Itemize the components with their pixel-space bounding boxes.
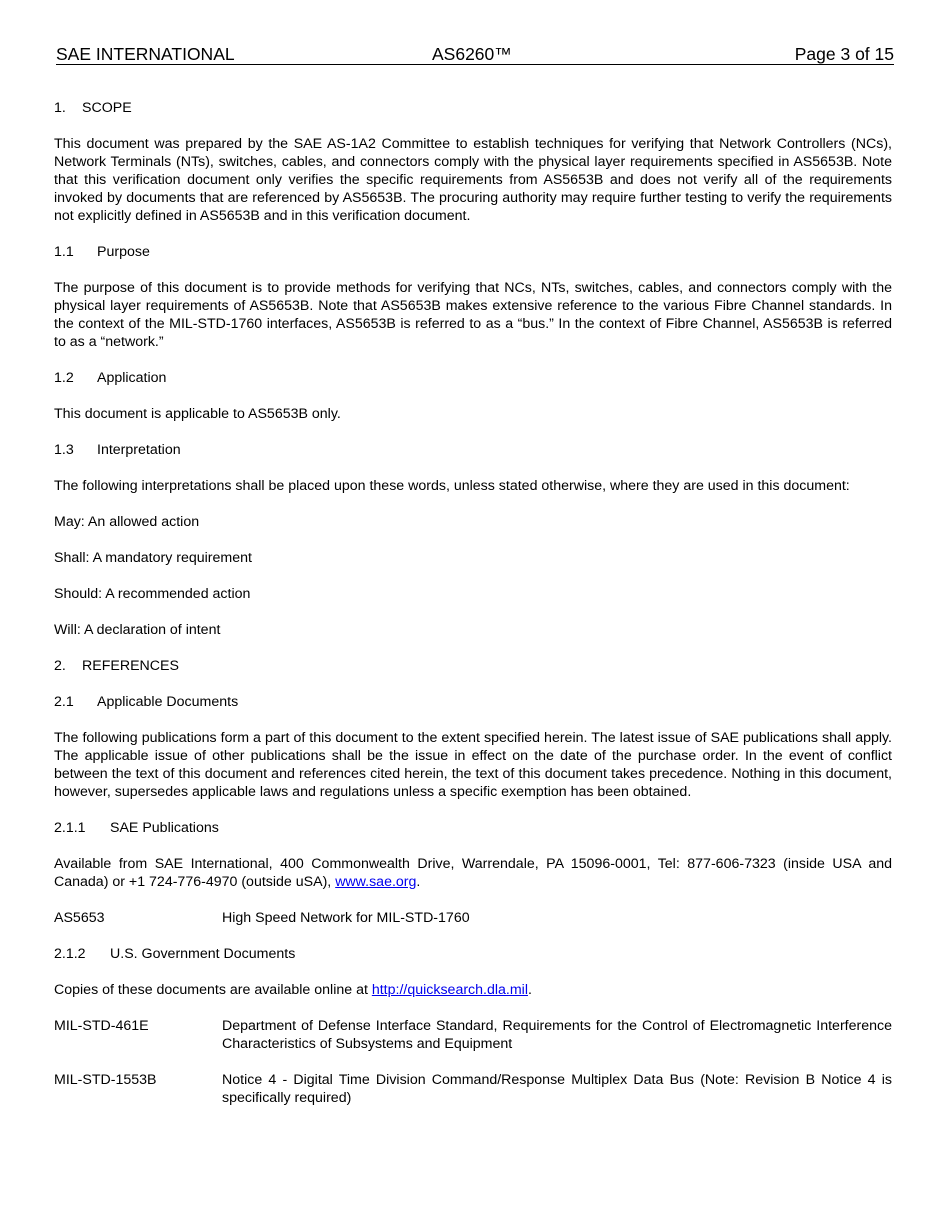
header-page-number: Page 3 of 15 [794, 44, 894, 64]
section-heading-sae-publications: 2.1.1 SAE Publications [54, 820, 219, 836]
sae-publications-paragraph: Available from SAE International, 400 Commonwealth Drive, Warrendale, PA 15096-0001, Tel: 877-606-7323 (inside USA and Canada) or +1 724-776-4970 (outside uSA), www.sae.org. [54, 856, 892, 890]
reference-code: AS5653 [54, 910, 105, 926]
section-heading-interpretation: 1.3 Interpretation [54, 442, 181, 458]
scope-paragraph: This document was prepared by the SAE AS-1A2 Committee to establish techniques for verifying that Network Controllers (NCs), Network Terminals (NTs), switches, cables, and connectors comply with the physical layer requirements specified in AS5653B. Note that this verification document only verifies the specific requirements from AS5653B and does not verify all of the requirements invoked by documents that are referenced by AS5653B. The procuring authority may require further testing to verify the requirements not explicitly defined in AS5653B and in this verification document. [54, 136, 892, 224]
quicksearch-link[interactable]: http://quicksearch.dla.mil [371, 982, 528, 998]
reference-description: High Speed Network for MIL-STD-1760 [222, 910, 470, 926]
header-document-number: AS6260™ [432, 44, 512, 64]
section-heading-purpose: 1.1 Purpose [54, 244, 150, 260]
applicable-documents-paragraph: The following publications form a part of this document to the extent specified herein. The latest issue of SAE publications shall apply. The applicable issue of other publications shall be the issue in effect on the date of the purchase order. In the event of conflict between the text of this document and references cited herein, the text of this document takes precedence. Nothing in this document, however, supersedes applicable laws and regulations unless a specific exemption has been obtained. [54, 730, 892, 800]
reference-entry [54, 1017, 892, 1053]
section-heading-application: 1.2 Application [54, 370, 167, 386]
page-header [56, 44, 894, 65]
application-paragraph: This document is applicable to AS5653B only. [54, 406, 341, 422]
section-heading-applicable-documents: 2.1 Applicable Documents [54, 694, 239, 710]
definition-may: May: An allowed action [54, 514, 200, 530]
header-organization: SAE INTERNATIONAL [56, 44, 235, 64]
reference-entry [54, 1071, 892, 1107]
section-heading-references: 2. REFERENCES [54, 658, 179, 674]
reference-code: MIL-STD-1553B [54, 1072, 157, 1088]
reference-entry [54, 909, 892, 927]
interpretation-paragraph: The following interpretations shall be placed upon these words, unless stated otherwise, where they are used in this document: [54, 478, 850, 494]
document-body [54, 99, 892, 1107]
sae-website-link[interactable]: www.sae.org [335, 874, 417, 890]
definition-shall: Shall: A mandatory requirement [54, 550, 252, 566]
definition-should: Should: A recommended action [54, 586, 251, 602]
reference-description: Notice 4 - Digital Time Division Command/Response Multiplex Data Bus (Note: Revision B Notice 4 is specifically required) [222, 1072, 892, 1106]
reference-description: Department of Defense Interface Standard, Requirements for the Control of Electromagnetic Interference Characteristics of Subsystems and Equipment [222, 1018, 892, 1052]
gov-documents-paragraph: Copies of these documents are available online at http://quicksearch.dla.mil. [54, 982, 532, 998]
section-heading-scope: 1. SCOPE [54, 100, 132, 116]
reference-code: MIL-STD-461E [54, 1018, 149, 1034]
definition-will: Will: A declaration of intent [54, 622, 221, 638]
section-heading-gov-documents: 2.1.2 U.S. Government Documents [54, 946, 296, 962]
purpose-paragraph: The purpose of this document is to provide methods for verifying that NCs, NTs, switches, cables, and connectors comply with the physical layer requirements of AS5653B. Note that AS5653B makes extensive reference to the various Fibre Channel standards. In the context of the MIL-STD-1760 interfaces, AS5653B is referred to as a “bus.” In the context of Fibre Channel, AS5653B is referred to as a “network.” [54, 280, 892, 350]
